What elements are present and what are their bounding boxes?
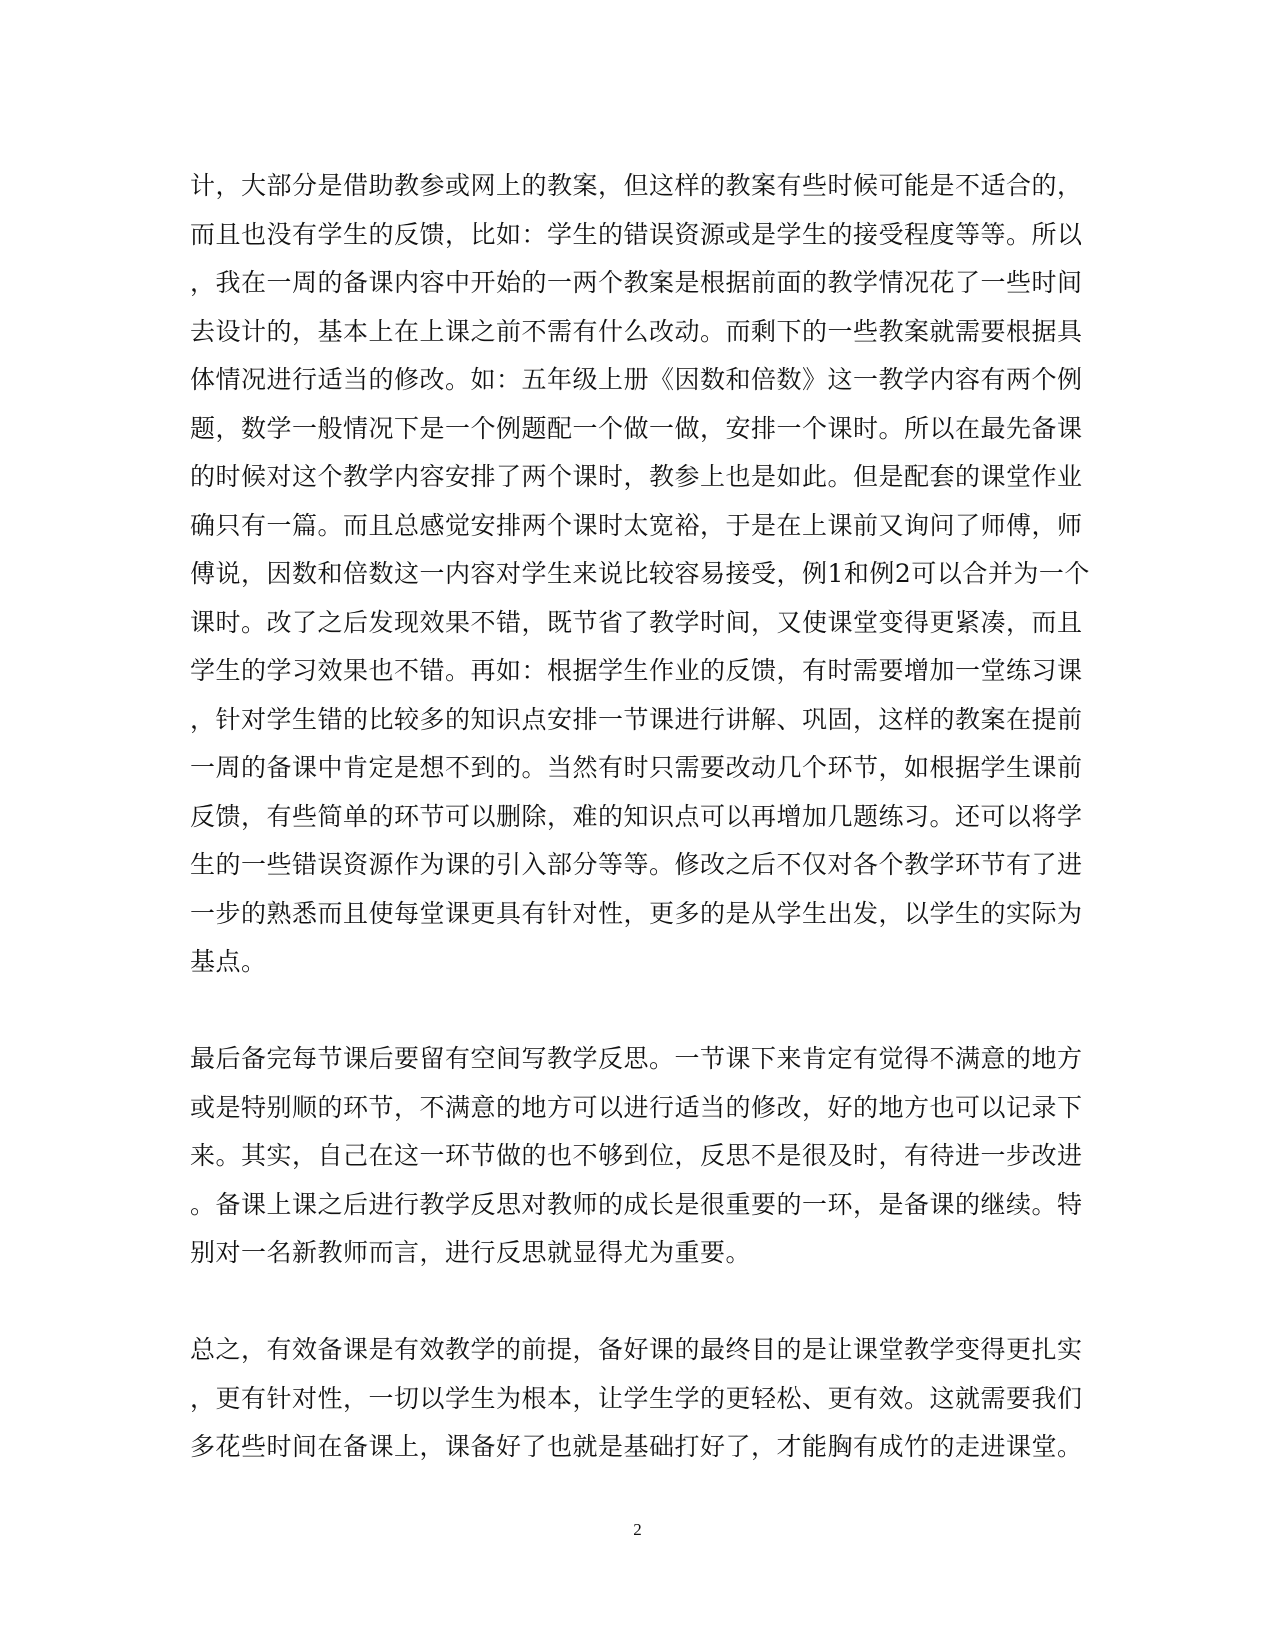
text-line: 而且也没有学生的反馈，比如：学生的错误资源或是学生的接受程度等等。所以 bbox=[190, 219, 1083, 249]
text-line: 体情况进行适当的修改。如：五年级上册《因数和倍数》这一教学内容有两个例 bbox=[190, 365, 1083, 394]
text-line: 基点。 bbox=[190, 947, 267, 976]
text-line: 。备课上课之后进行教学反思对教师的成长是很重要的一环，是备课的继续。特 bbox=[190, 1189, 1083, 1219]
text-line: 生的一些错误资源作为课的引入部分等等。修改之后不仅对各个教学环节有了进 bbox=[190, 850, 1083, 879]
text-line: ，更有针对性，一切以学生为根本，让学生学的更轻松、更有效。这就需要我们 bbox=[190, 1383, 1083, 1413]
paragraph-1 bbox=[190, 162, 1090, 987]
text-line: 去设计的，基本上在上课之前不需有什么改动。而剩下的一些教案就需要根据具 bbox=[190, 316, 1083, 346]
text-line: 来。其实，自己在这一环节做的也不够到位，反思不是很及时，有待进一步改进 bbox=[190, 1141, 1083, 1170]
text-line: 题，数学一般情况下是一个例题配一个做一做，安排一个课时。所以在最先备课 bbox=[190, 413, 1083, 443]
text-line: 最后备完每节课后要留有空间写教学反思。一节课下来肯定有觉得不满意的地方 bbox=[190, 1044, 1083, 1073]
document-body bbox=[190, 162, 1090, 1472]
text-line: 反馈，有些简单的环节可以删除，难的知识点可以再增加几题练习。还可以将学 bbox=[190, 801, 1083, 831]
text-line: 总之，有效备课是有效教学的前提，备好课的最终目的是让课堂教学变得更扎实 bbox=[190, 1335, 1083, 1364]
text-line: 或是特别顺的环节，不满意的地方可以进行适当的修改，好的地方也可以记录下 bbox=[190, 1092, 1083, 1122]
text-line: 傅说，因数和倍数这一内容对学生来说比较容易接受，例1和例2可以合并为一个 bbox=[190, 559, 1090, 588]
text-line: 的时候对这个教学内容安排了两个课时，教参上也是如此。但是配套的课堂作业 bbox=[190, 462, 1083, 491]
text-line: 一步的熟悉而且使每堂课更具有针对性，更多的是从学生出发，以学生的实际为 bbox=[190, 898, 1083, 928]
page-number: 2 bbox=[633, 1520, 642, 1539]
text-line: 学生的学习效果也不错。再如：根据学生作业的反馈，有时需要增加一堂练习课 bbox=[190, 656, 1083, 685]
text-line: 一周的备课中肯定是想不到的。当然有时只需要改动几个环节，如根据学生课前 bbox=[190, 753, 1083, 782]
text-line: 确只有一篇。而且总感觉安排两个课时太宽裕，于是在上课前又询问了师傅，师 bbox=[190, 510, 1083, 540]
paragraph-2 bbox=[190, 1035, 1090, 1278]
text-line: 多花些时间在备课上，课备好了也就是基础打好了，才能胸有成竹的走进课堂。 bbox=[190, 1432, 1083, 1461]
text-line: ，我在一周的备课内容中开始的一两个教案是根据前面的教学情况花了一些时间 bbox=[190, 268, 1083, 297]
paragraph-spacer bbox=[190, 1278, 1090, 1327]
text-line: 别对一名新教师而言，进行反思就显得尤为重要。 bbox=[190, 1238, 752, 1267]
paragraph-spacer bbox=[190, 987, 1090, 1036]
paragraph-3 bbox=[190, 1326, 1090, 1472]
text-line: ，针对学生错的比较多的知识点安排一节课进行讲解、巩固，这样的教案在提前 bbox=[190, 704, 1083, 734]
text-line: 课时。改了之后发现效果不错，既节省了教学时间，又使课堂变得更紧凑，而且 bbox=[190, 607, 1083, 637]
text-line: 计，大部分是借助教参或网上的教案，但这样的教案有些时候可能是不适合的， bbox=[190, 171, 1083, 200]
